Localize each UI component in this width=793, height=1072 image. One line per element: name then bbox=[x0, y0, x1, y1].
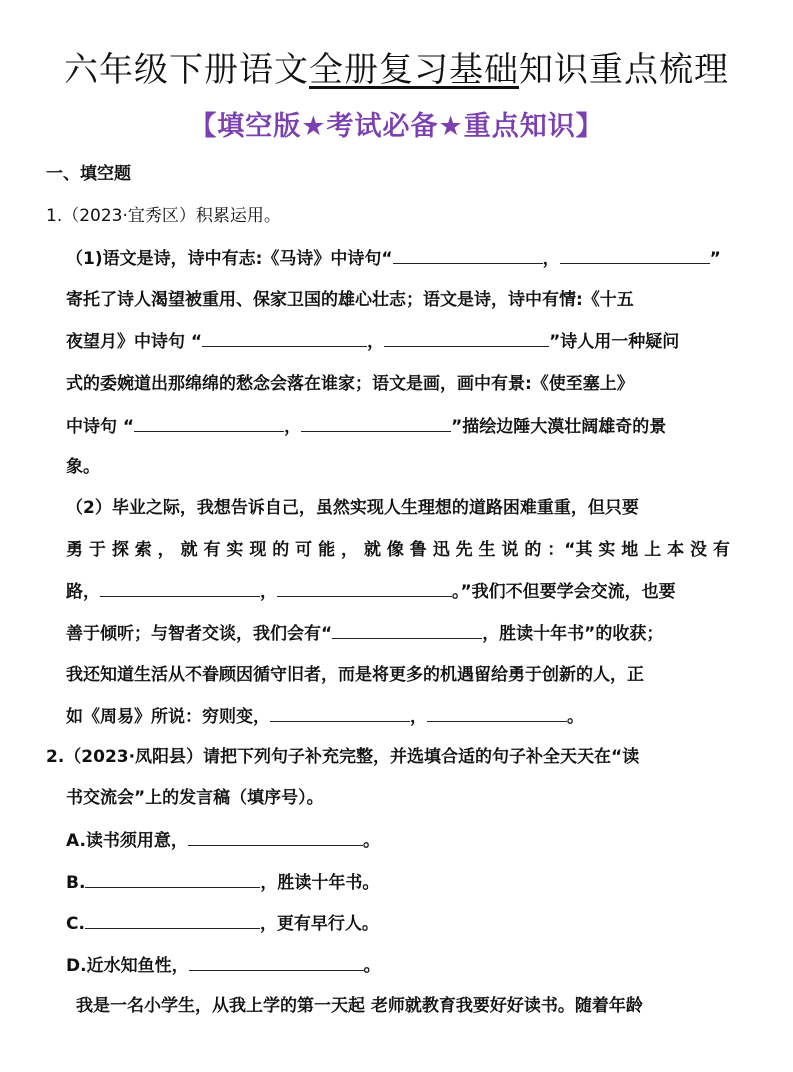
text: ，胜读十年书。 bbox=[260, 873, 380, 893]
text: ，胜读十年书”的收获； bbox=[482, 624, 664, 644]
text: ， bbox=[367, 332, 385, 352]
question-1-stem-text: 1.（2023·宜秀区）积累运用。 bbox=[46, 206, 281, 226]
text: 。 bbox=[567, 707, 584, 727]
q1-part1-line4: 式的委婉道出那绵绵的愁念会落在谁家；语文是画，画中有景:《使至塞上》 bbox=[66, 374, 634, 394]
fill-blank[interactable] bbox=[384, 330, 549, 347]
text: 如《周易》所说：穷则变， bbox=[66, 707, 270, 727]
text: 中诗句 “ bbox=[66, 417, 135, 437]
fill-blank[interactable] bbox=[301, 415, 451, 432]
fill-blank[interactable] bbox=[85, 912, 260, 929]
text: ， bbox=[284, 417, 302, 437]
text: B. bbox=[66, 873, 86, 893]
text: （1)语文是诗，诗中有志:《马诗》中诗句“ bbox=[66, 249, 393, 269]
q1-part2-line1: （2）毕业之际，我想告诉自己，虽然实现人生理想的道路困难重重，但只要 bbox=[66, 498, 639, 518]
q2-passage-line: 我是一名小学生，从我上学的第一天起 老师就教育我要好好读书。随着年龄 bbox=[76, 996, 643, 1016]
page-subtitle: 【填空版★考试必备★重点知识】 bbox=[189, 111, 604, 142]
fill-blank[interactable] bbox=[332, 622, 482, 639]
text: 。 bbox=[362, 831, 380, 851]
text: A.读书须用意， bbox=[66, 831, 188, 851]
title-underlined-part: 全册复习基础 bbox=[309, 50, 519, 90]
q2-option-a bbox=[66, 829, 380, 852]
text: 善于倾听；与智者交谈，我们会有“ bbox=[66, 624, 333, 644]
title-part: 六年级下册语文 bbox=[64, 50, 309, 90]
question-2-stem-line1: 2.（2023·凤阳县）请把下列句子补充完整，并选填合适的句子补全天天在“读 bbox=[46, 747, 640, 767]
text: 夜望月》中诗句 “ bbox=[66, 332, 203, 352]
text: D.近水知鱼性， bbox=[66, 956, 189, 976]
q1-part1-line2: 寄托了诗人渴望被重用、保家卫国的雄心壮志；语文是诗，诗中有情:《十五 bbox=[66, 290, 634, 310]
q1-part2-line4 bbox=[66, 622, 663, 645]
q1-part2-line6 bbox=[66, 705, 584, 728]
q1-part2-line3 bbox=[66, 580, 676, 603]
fill-blank[interactable] bbox=[270, 705, 410, 722]
text: ，更有早行人。 bbox=[259, 914, 379, 934]
text: C. bbox=[66, 914, 85, 934]
section-heading: 一、填空题 bbox=[46, 164, 131, 184]
fill-blank[interactable] bbox=[277, 580, 452, 597]
q1-part2-line2: 勇 于 探 索 ， 就 有 实 现 的 可 能 ， 就 像 鲁 迅 先 生 说 的 ：“其 实 地 上 本 没 有 bbox=[66, 540, 730, 560]
text: ”描绘边陲大漠壮阔雄奇的景 bbox=[451, 417, 667, 437]
q1-part2-line5: 我还知道生活从不眷顾因循守旧者，而是将更多的机遇留给勇于创新的人，正 bbox=[66, 665, 644, 685]
question-1-stem bbox=[46, 205, 281, 227]
text: 。 bbox=[363, 956, 381, 976]
fill-blank[interactable] bbox=[560, 247, 710, 264]
fill-blank[interactable] bbox=[85, 871, 260, 888]
title-part: 知识重点梳理 bbox=[519, 50, 729, 90]
q1-part1-line5 bbox=[66, 415, 666, 438]
q2-option-d bbox=[66, 954, 381, 977]
fill-blank[interactable] bbox=[189, 954, 364, 971]
q1-part1-line3 bbox=[66, 330, 679, 353]
text: ”诗人用一种疑问 bbox=[549, 332, 680, 352]
q2-option-b bbox=[66, 871, 379, 894]
q1-part1-line1 bbox=[66, 247, 721, 270]
question-2-stem-line2: 书交流会”上的发言稿（填序号）。 bbox=[66, 788, 324, 808]
text: ， bbox=[410, 707, 427, 727]
fill-blank[interactable] bbox=[202, 330, 367, 347]
text: 。”我们不但要学会交流，也要 bbox=[452, 582, 676, 602]
fill-blank[interactable] bbox=[393, 247, 543, 264]
fill-blank[interactable] bbox=[134, 415, 284, 432]
text: ， bbox=[260, 582, 277, 602]
fill-blank[interactable] bbox=[427, 705, 567, 722]
fill-blank[interactable] bbox=[188, 829, 363, 846]
text: 路， bbox=[66, 582, 100, 602]
q2-option-c bbox=[66, 912, 379, 935]
text: ” bbox=[709, 249, 721, 269]
text: ， bbox=[542, 249, 560, 269]
page-title bbox=[0, 42, 793, 91]
fill-blank[interactable] bbox=[100, 580, 260, 597]
q1-part1-line6: 象。 bbox=[66, 457, 100, 477]
